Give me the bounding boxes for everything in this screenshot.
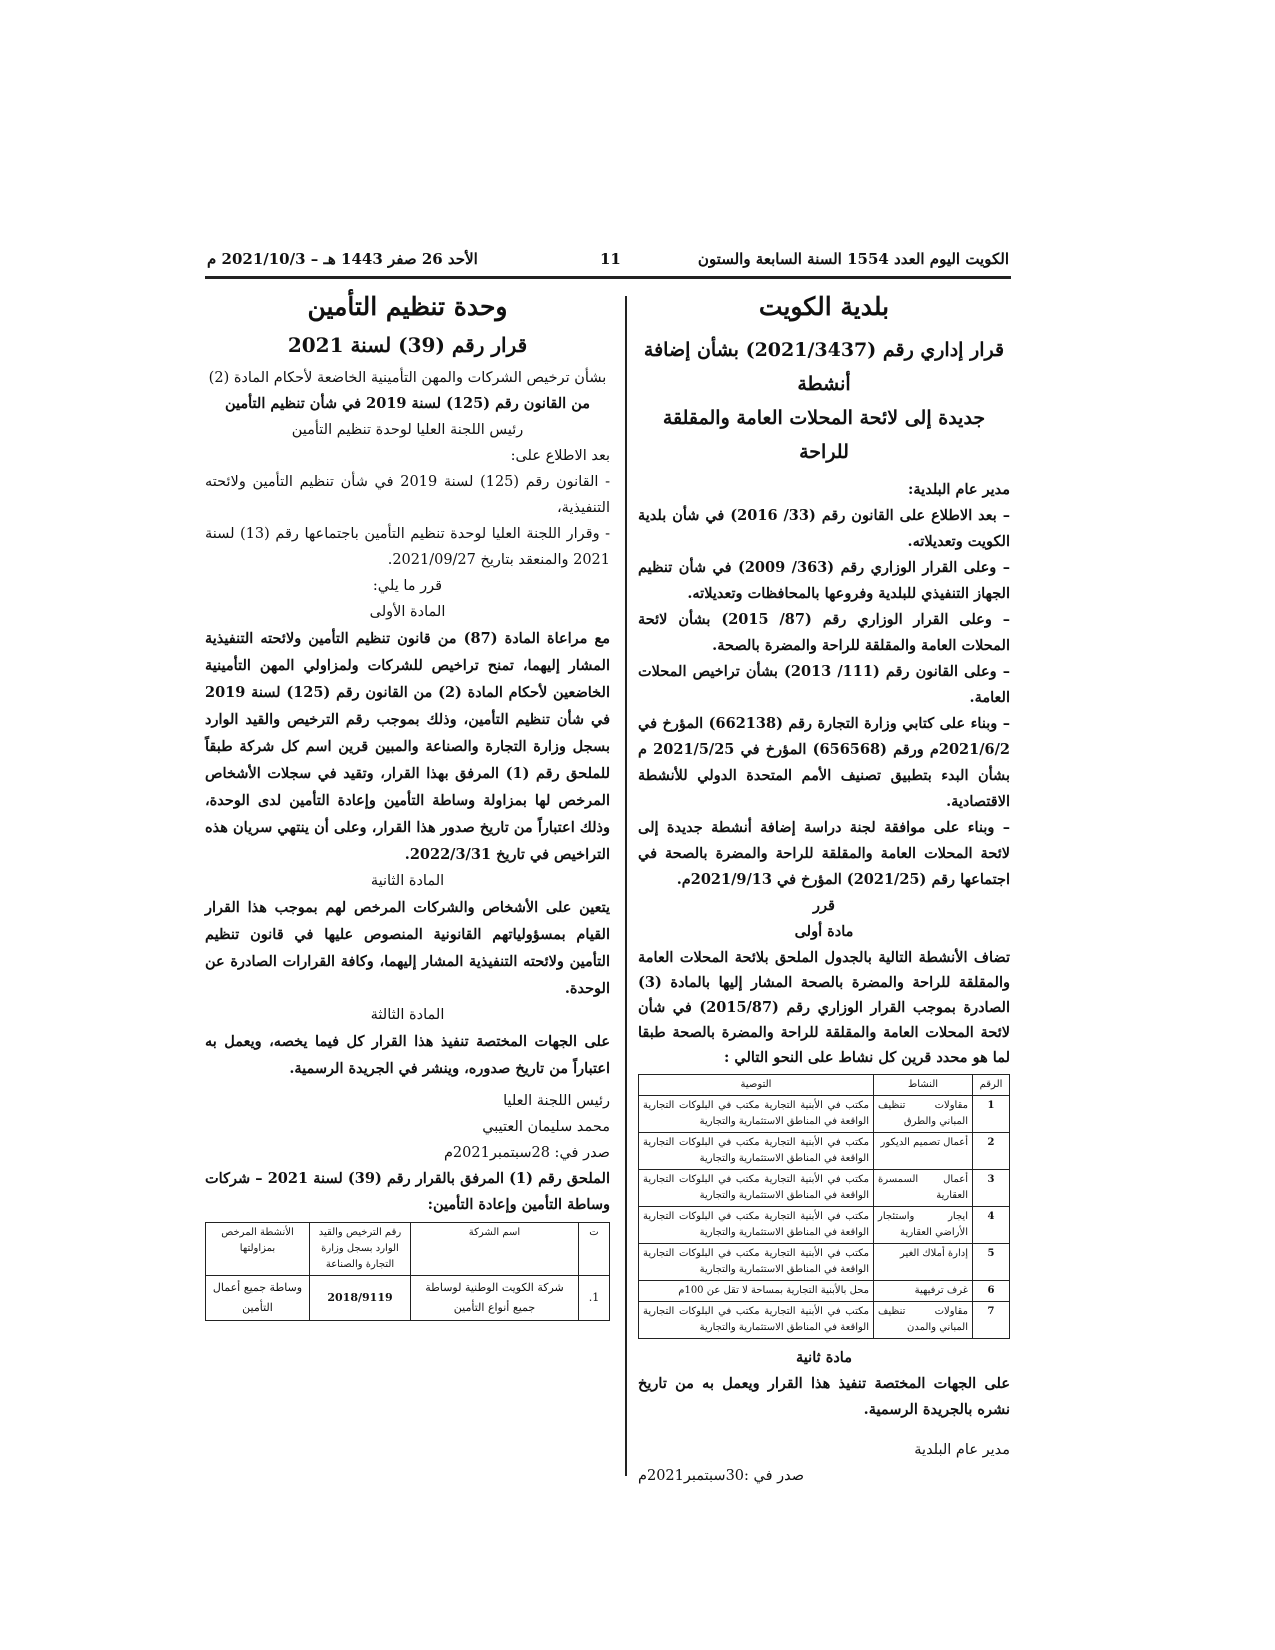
activities-table — [638, 1074, 1010, 1339]
recommendation-cell: مكتب في الأبنية التجارية مكتب في البلوكات التجارية الواقعة في المناطق الاستثمارية والتجارية — [639, 1302, 874, 1339]
page-header — [205, 246, 1011, 279]
table-row — [639, 1281, 1010, 1302]
table-row — [639, 1302, 1010, 1339]
table-row — [639, 1170, 1010, 1207]
subtitle-line-2: جديدة إلى لائحة المحلات العامة والمقلقة للراحة — [662, 407, 986, 463]
row-number: 1. — [579, 1276, 610, 1321]
table-header-row — [206, 1223, 610, 1276]
activity-cell: غرف ترفيهية — [874, 1281, 973, 1302]
preamble-paragraph: – بعد الاطلاع على القانون رقم (33/ 2016) في شأن بلدية الكويت وتعديلاته. — [638, 507, 1010, 550]
row-number: 7 — [973, 1302, 1010, 1339]
activity-cell: أعمال تصميم الديكور — [874, 1133, 973, 1170]
page-number: 11 — [600, 250, 621, 268]
row-number: 3 — [973, 1170, 1010, 1207]
decided-heading: قرر — [813, 897, 835, 914]
recommendation-cell: مكتب في الأبنية التجارية مكتب في البلوكات التجارية الواقعة في المناطق الاستثمارية والتجارية — [639, 1096, 874, 1133]
recommendation-cell: مكتب في الأبنية التجارية مكتب في البلوكات التجارية الواقعة في المناطق الاستثمارية والتجارية — [639, 1207, 874, 1244]
activity-cell: مقاولات تنظيف المباني والمدن — [874, 1302, 973, 1339]
section-title: وحدة تنظيم التأمين — [307, 292, 508, 321]
preamble-paragraph: – وعلى القانون رقم (111/ 2013) بشأن تراخيص المحلات العامة. — [638, 663, 1010, 706]
company-name-cell: شركة الكويت الوطنية لوساطة جميع أنواع التأمين — [411, 1276, 579, 1321]
column-header: النشاط — [874, 1075, 973, 1096]
article-2-title: مادة ثانية — [796, 1349, 852, 1366]
article-3-title: المادة الثالثة — [370, 1007, 445, 1023]
activity-cell: ايجار واستئجار الأراضي العقارية — [874, 1207, 973, 1244]
row-number: 5 — [973, 1244, 1010, 1281]
article-1-text: مع مراعاة المادة (87) من قانون تنظيم التأمين ولائحته التنفيذية المشار إليهما، تمنح تراخيص للشركات ولمزاولي المهن التأمينية الخاضعين لأحكام المادة (2) من القانون رقم (125) لسنة 2019 في شأن تنظيم التأمين، وذلك بموجب رقم الترخيص والقيد الوارد بسجل وزارة التجارة والصناعة والمبين قرين اسم كل شركة طبقاً للملحق رقم (1) المرفق بهذا القرار، وتقيد في سجلات الأشخاص المرخص لها بمزاولة وساطة التأمين وإعادة التأمين لدى الوحدة، وذلك اعتباراً من تاريخ صدور هذا القرار، وعلى أن ينتهي سريان هذه التراخيص في تاريخ 2022/3/31. — [205, 630, 610, 863]
column-header: اسم الشركة — [411, 1223, 579, 1276]
annex-heading: الملحق رقم (1) المرفق بالقرار رقم (39) لسنة 2021 – شركات وساطة التأمين وإعادة التأمين: — [205, 1170, 611, 1213]
table-row — [639, 1096, 1010, 1133]
signer-title: رئيس اللجنة العليا — [503, 1093, 610, 1109]
row-number: 1 — [973, 1096, 1010, 1133]
table-header-row — [639, 1075, 1010, 1096]
article-2-text: يتعين على الأشخاص والشركات المرخص لهم بموجب هذا القرار القيام بمسؤولياتهم القانونية المنصوص عليها في قانون تنظيم التأمين ولائحته التنفيذية المشار إليهما، وكافة القرارات الصادرة عن الوحدة. — [205, 899, 610, 997]
article-1-text: تضاف الأنشطة التالية بالجدول الملحق بلائحة المحلات العامة والمقلقة للراحة والمضرة بالصحة المشار إليها بالمادة (3) الصادرة بموجب القرار الوزاري رقم (2015/87) في شأن لائحة المحلات العامة والمقلقة للراحة والمضرة بالصحة طبقا لما هو محدد قرين كل نشاط على النحو التالي : — [638, 949, 1010, 1066]
article-2-title: المادة الثانية — [370, 873, 445, 889]
preamble-paragraph: - القانون رقم (125) لسنة 2019 في شأن تنظيم التأمين ولائحته التنفيذية، — [205, 474, 610, 516]
issue-date: صدر في: 28سبتمبر2021م — [443, 1145, 610, 1161]
article-1-title: مادة أولى — [794, 923, 854, 940]
column-header: ت — [579, 1223, 610, 1276]
activity-cell: مقاولات تنظيف المباني والطرق — [874, 1096, 973, 1133]
table-row — [206, 1276, 610, 1321]
article-3-text: على الجهات المختصة تنفيذ هذا القرار كل فيما يخصه، ويعمل به اعتباراً من تاريخ صدوره، وينشر في الجريدة الرسمية. — [205, 1033, 610, 1077]
issue-date: صدر في :30سبتمبر2021م — [638, 1468, 805, 1484]
activity-cell: أعمال السمسرة العقارية — [874, 1170, 973, 1207]
activity-cell: إدارة أملاك الغير — [874, 1244, 973, 1281]
preamble-paragraph: - وقرار اللجنة العليا لوحدة تنظيم التأمين باجتماعها رقم (13) لسنة 2021 والمنعقد بتاريخ 2021/09/27. — [205, 526, 610, 568]
preamble-paragraph: – وبناء على موافقة لجنة دراسة إضافة أنشطة جديدة إلى لائحة المحلات العامة والمقلقة للراحة والمضرة بالصحة في اجتماعها رقم (2021/25) المؤرخ في 2021/9/13م. — [638, 819, 1010, 888]
licensed-companies-table — [205, 1222, 610, 1321]
decision-about-line-2: من القانون رقم (125) لسنة 2019 في شأن تنظيم التأمين — [224, 395, 591, 412]
intro-line: مدير عام البلدية: — [908, 481, 1010, 498]
decision-number: قرار رقم (39) لسنة 2021 — [287, 333, 528, 357]
signer-title: مدير عام البلدية — [914, 1442, 1010, 1458]
table-row — [639, 1207, 1010, 1244]
left-column — [205, 292, 610, 1327]
column-divider — [625, 296, 627, 1476]
row-number: 6 — [973, 1281, 1010, 1302]
column-header: الرقم — [973, 1075, 1010, 1096]
right-column — [638, 292, 1010, 1489]
article-2-text: على الجهات المختصة تنفيذ هذا القرار ويعمل به من تاريخ نشره بالجريدة الرسمية. — [638, 1375, 1010, 1418]
column-header: الأنشطة المرخص بمزاولتها — [206, 1223, 310, 1276]
preamble-paragraph: – وعلى القرار الوزاري رقم (87/ 2015) بشأن لائحة المحلات العامة والمقلقة للراحة والمضرة بالصحة. — [638, 611, 1010, 654]
table-row — [639, 1133, 1010, 1170]
row-number: 2 — [973, 1133, 1010, 1170]
decision-about-line-1: بشأن ترخيص الشركات والمهن التأمينية الخاضعة لأحكام المادة (2) — [208, 370, 607, 386]
licensed-activity-cell: وساطة جميع أعمال التأمين — [206, 1276, 310, 1321]
recommendation-cell: محل بالأبنية التجارية بمساحة لا تقل عن 100م — [639, 1281, 874, 1302]
recommendation-cell: مكتب في الأبنية التجارية مكتب في البلوكات التجارية الواقعة في المناطق الاستثمارية والتجارية — [639, 1244, 874, 1281]
recommendation-cell: مكتب في الأبنية التجارية مكتب في البلوكات التجارية الواقعة في المناطق الاستثمارية والتجارية — [639, 1133, 874, 1170]
decision-subtitle — [638, 333, 1010, 469]
after-review-line: بعد الاطلاع على: — [510, 448, 610, 464]
decided-heading: قرر ما يلي: — [372, 578, 443, 594]
column-header: التوصية — [639, 1075, 874, 1096]
subtitle-line-1: قرار إداري رقم (2021/3437) بشأن إضافة أنشطة — [643, 339, 1005, 395]
decision-issuer: رئيس اللجنة العليا لوحدة تنظيم التأمين — [291, 422, 524, 438]
preamble-paragraph: – وبناء على كتابي وزارة التجارة رقم (662138) المؤرخ في 2021/6/2م ورقم (656568) المؤرخ في 2021/5/25 م بشأن البدء بتطبيق تصنيف الأمم المتحدة الدولي للأنشطة الاقتصادية. — [638, 715, 1010, 810]
preamble-paragraph: – وعلى القرار الوزاري رقم (363/ 2009) في شأن تنظيم الجهاز التنفيذي للبلدية وفروعها بالمحافظات وتعديلاته. — [638, 559, 1010, 602]
row-number: 4 — [973, 1207, 1010, 1244]
table-row — [639, 1244, 1010, 1281]
section-title: بلدية الكويت — [758, 292, 890, 321]
column-header: رقم الترخيص والقيد الوارد بسجل وزارة التجارة والصناعة — [310, 1223, 411, 1276]
license-number-cell: 2018/9119 — [310, 1276, 411, 1321]
header-date: الأحد 26 صفر 1443 هـ – 2021/10/3 م — [207, 250, 478, 268]
article-1-title: المادة الأولى — [369, 604, 446, 620]
header-issue-info: الكويت اليوم العدد 1554 السنة السابعة والستون — [697, 250, 1009, 268]
recommendation-cell: مكتب في الأبنية التجارية مكتب في البلوكات التجارية الواقعة في المناطق الاستثمارية والتجارية — [639, 1170, 874, 1207]
signer-name: محمد سليمان العتيبي — [482, 1119, 610, 1135]
